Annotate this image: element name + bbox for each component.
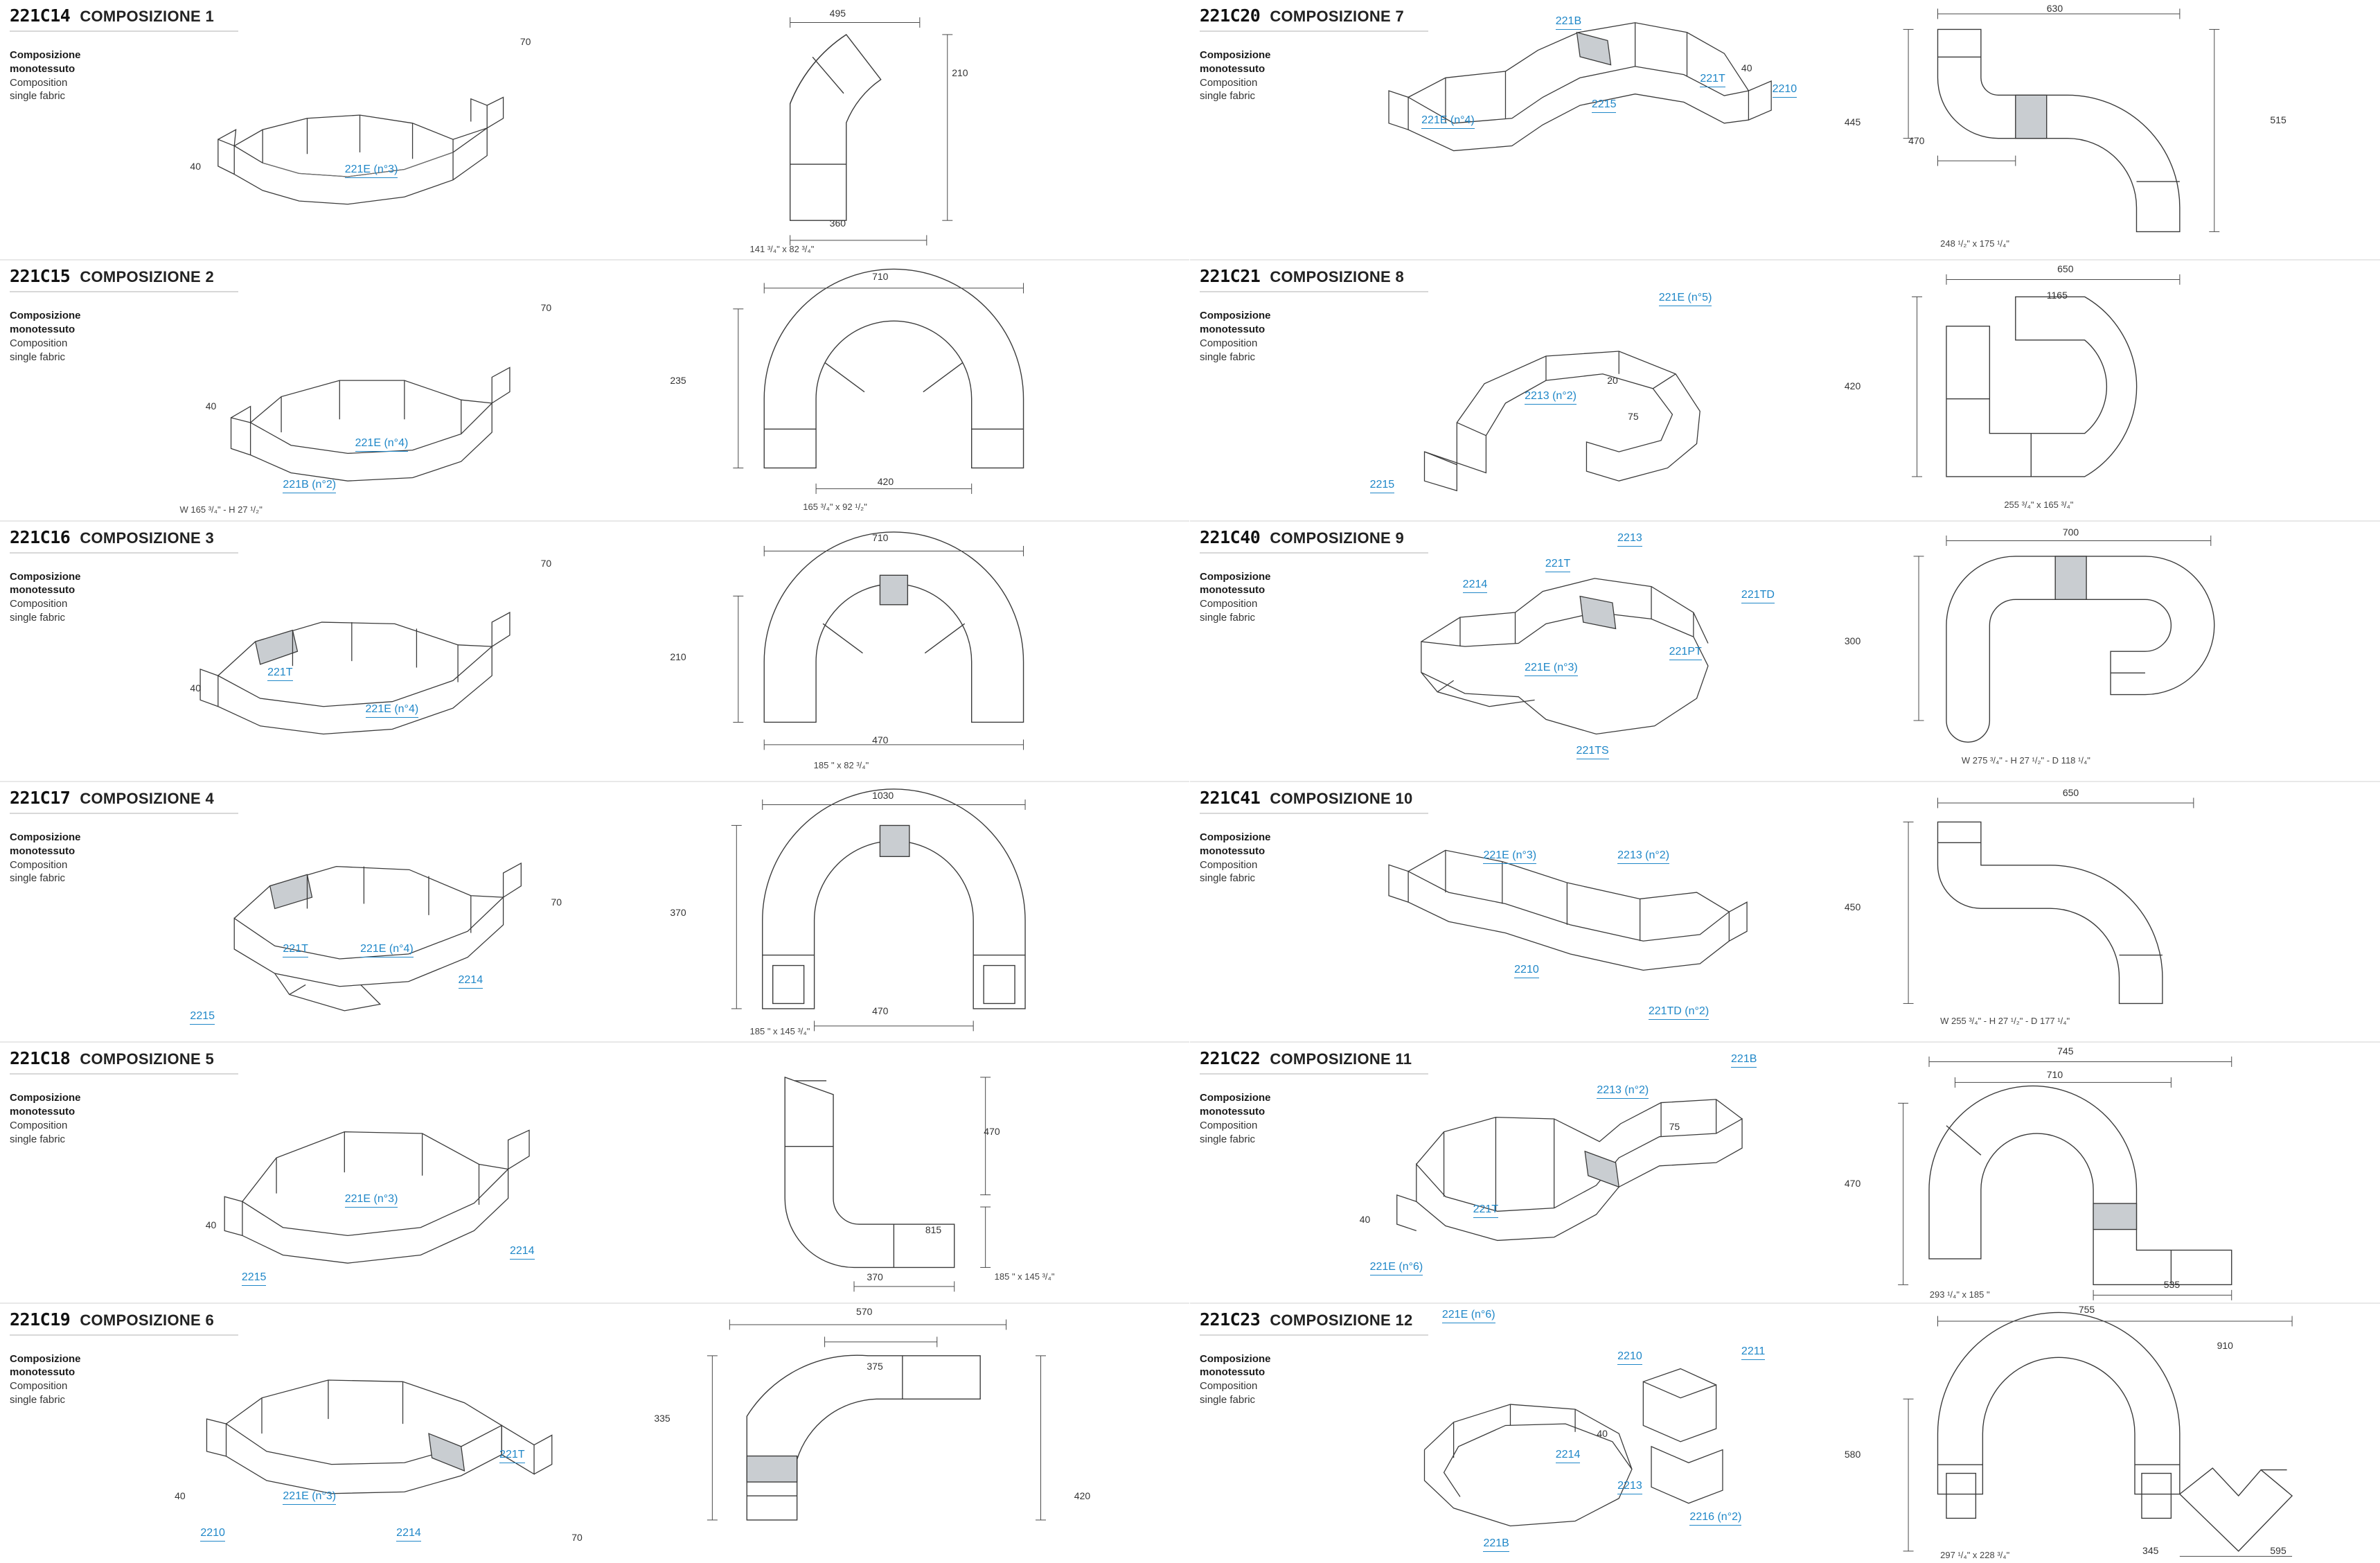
dimension-value: 910: [2217, 1340, 2233, 1352]
desc-line-4: single fabric: [10, 872, 66, 885]
dimension-value: 20: [1607, 375, 1618, 387]
dimension-value: 420: [877, 476, 894, 488]
plan-drawing: [654, 1304, 1186, 1563]
part-label: 2210: [1514, 964, 1539, 975]
desc-line-2: monotessuto: [1200, 62, 1266, 75]
sofa-outline: [206, 1380, 551, 1494]
product-code: 221C20: [1200, 6, 1261, 26]
plan-dimension-lines: [1903, 797, 2193, 1003]
desc-line-1: Composizione: [10, 310, 81, 322]
desc-line-4: single fabric: [10, 351, 66, 363]
perspective-svg: [139, 522, 654, 781]
product-code: 221C21: [1200, 266, 1261, 287]
part-label: 221T: [1545, 558, 1571, 570]
part-label: 221T: [267, 666, 293, 679]
inch-note: 165 ³/₄" x 92 ¹/₂": [803, 502, 867, 513]
desc-line-2: monotessuto: [10, 584, 76, 597]
composition-description: [1200, 48, 1338, 103]
perspective-svg: [1329, 260, 1845, 520]
part-label: 221E (n°4): [355, 436, 409, 449]
composition-title: COMPOSIZIONE 11: [1270, 1050, 1412, 1068]
desc-line-4: single fabric: [10, 1394, 66, 1406]
desc-line-1: Composizione: [1200, 570, 1271, 583]
composition-description: [1200, 1352, 1338, 1407]
dimension-value: 335: [654, 1412, 671, 1424]
dimension-value: 40: [1359, 1214, 1371, 1226]
plan-drawing: [1845, 782, 2377, 1041]
plan-drawing: [654, 522, 1186, 781]
desc-line-3: Composition: [1200, 1380, 1258, 1393]
desc-line-1: Composizione: [1200, 1092, 1271, 1104]
plan-svg: [1845, 260, 2377, 520]
dimension-value: 470: [1908, 134, 1925, 146]
plan-svg: [654, 1304, 1186, 1563]
part-label: 2211: [1741, 1345, 1766, 1357]
plan-svg: [654, 522, 1186, 781]
part-label: 2213: [1617, 531, 1642, 544]
composition-description: [10, 570, 148, 625]
part-label: 2210: [1772, 82, 1797, 95]
composition-title: COMPOSIZIONE 7: [1270, 8, 1404, 25]
plan-drawing: [654, 0, 1186, 259]
composition-title: COMPOSIZIONE 3: [80, 529, 214, 547]
dimension-value: 210: [952, 67, 968, 79]
composition-entry: [1190, 259, 2380, 520]
dimension-value: 535: [2163, 1278, 2181, 1290]
sofa-outline: [1424, 1368, 1722, 1526]
perspective-drawing: [1329, 1304, 1845, 1563]
plan-outline: [765, 270, 1024, 468]
part-label: 2215: [241, 1271, 267, 1283]
part-label: 2210: [200, 1526, 225, 1539]
desc-line-1: Composizione: [10, 49, 81, 61]
desc-line-3: Composition: [1200, 598, 1258, 610]
dimension-value: 75: [1628, 411, 1639, 423]
desc-line-3: Composition: [10, 76, 68, 89]
composition-entry: [1190, 520, 2380, 781]
desc-line-1: Composizione: [1200, 49, 1271, 61]
plan-drawing: [654, 260, 1186, 520]
dimension-value: 370: [867, 1271, 883, 1282]
composition-title: COMPOSIZIONE 8: [1270, 268, 1404, 286]
dimension-value: 40: [1741, 62, 1752, 73]
part-label: 221E (n°3): [344, 1193, 398, 1206]
inch-note: 297 ¹/₄" x 228 ³/₄": [1940, 1550, 2010, 1561]
plan-dimension-lines: [1903, 8, 2219, 231]
dimension-value: 40: [1597, 1428, 1608, 1440]
plan-outline: [1937, 1312, 2292, 1551]
dimension-value: 70: [540, 302, 552, 314]
desc-line-4: single fabric: [1200, 1394, 1256, 1406]
perspective-drawing: [1329, 0, 1845, 259]
part-label: 221PT: [1669, 646, 1702, 658]
composition-title: COMPOSIZIONE 9: [1270, 529, 1404, 547]
part-label: 2210: [1617, 1350, 1642, 1363]
plan-svg: [654, 782, 1186, 1041]
part-label: 2216 (n°2): [1689, 1511, 1742, 1524]
part-label: 221E (n°6): [1441, 1309, 1495, 1321]
composition-entry: [1190, 781, 2380, 1041]
dimension-value: 710: [872, 271, 889, 283]
dimension-value: 470: [872, 734, 889, 745]
plan-svg: [1845, 1304, 2377, 1563]
part-label: 2215: [190, 1010, 215, 1023]
inch-note: 293 ¹/₄" x 185 ": [1929, 1289, 1990, 1300]
composition-description: [1200, 1091, 1338, 1146]
product-code: 221C15: [10, 266, 71, 287]
plan-outline: [1937, 822, 2162, 1003]
plan-outline: [1946, 556, 2214, 742]
perspective-drawing: [139, 522, 654, 781]
desc-line-2: monotessuto: [10, 845, 76, 857]
composition-entry: [0, 259, 1189, 520]
desc-line-4: single fabric: [1200, 351, 1256, 363]
plan-outline: [747, 1355, 981, 1520]
part-label: 2213: [1617, 1480, 1642, 1492]
part-label: 221E (n°4): [365, 703, 419, 715]
dimension-value: 710: [872, 531, 889, 543]
composition-entry: [0, 0, 1189, 259]
dimension-value: 420: [1844, 380, 1861, 391]
plan-dimension-lines: [734, 546, 1024, 750]
perspective-drawing: [139, 782, 654, 1041]
dimension-value: 40: [190, 682, 201, 694]
sofa-outline: [218, 97, 504, 204]
perspective-svg: [139, 1043, 654, 1302]
composition-description: [1200, 309, 1338, 364]
desc-line-4: single fabric: [10, 90, 66, 103]
dimension-value: 710: [2046, 1068, 2063, 1080]
dimension-value: 495: [829, 8, 846, 19]
dimension-value: 700: [2062, 527, 2079, 538]
composition-title: COMPOSIZIONE 1: [80, 8, 214, 25]
plan-dimension-lines: [790, 17, 953, 245]
plan-outline: [785, 1077, 955, 1268]
plan-svg: [1845, 1043, 2377, 1302]
plan-drawing: [1845, 1043, 2377, 1302]
product-code: 221C22: [1200, 1048, 1261, 1069]
desc-line-3: Composition: [1200, 1119, 1258, 1131]
perspective-drawing: [139, 0, 654, 259]
desc-line-3: Composition: [10, 1380, 68, 1393]
part-label: 221E (n°5): [1658, 292, 1712, 304]
inch-note: 141 ³/₄" x 82 ³/₄": [749, 243, 815, 254]
dimension-value: 300: [1844, 635, 1861, 647]
desc-line-1: Composizione: [10, 1352, 81, 1365]
part-label: 2214: [458, 973, 483, 986]
dimension-value: 235: [670, 375, 686, 387]
composition-entry: [0, 1302, 1189, 1563]
plan-drawing: [1845, 1304, 2377, 1563]
sofa-outline: [200, 612, 510, 734]
part-label: 221E (n°3): [283, 1490, 337, 1503]
sofa-outline: [231, 368, 510, 482]
dimension-value: 570: [856, 1306, 873, 1318]
composition-description: [10, 1091, 148, 1146]
dimension-value: 40: [175, 1490, 186, 1502]
product-code: 221C14: [10, 6, 71, 26]
composition-title: COMPOSIZIONE 2: [80, 268, 214, 286]
plan-drawing: [1845, 0, 2377, 259]
dimension-value: 375: [867, 1360, 883, 1372]
composition-title: COMPOSIZIONE 12: [1270, 1311, 1413, 1329]
dimension-value: 70: [519, 36, 531, 48]
desc-line-2: monotessuto: [10, 62, 76, 75]
perspective-svg: [1329, 522, 1845, 781]
plan-svg: [1845, 0, 2377, 259]
plan-svg: [654, 1043, 1186, 1302]
dimension-value: 420: [1074, 1490, 1091, 1502]
dimension-value: 815: [925, 1224, 942, 1236]
perspective-drawing: [1329, 782, 1845, 1041]
dimension-value: 70: [540, 558, 552, 569]
desc-line-3: Composition: [10, 337, 68, 349]
composition-description: [1200, 570, 1338, 625]
plan-drawing: [654, 1043, 1186, 1302]
perspective-svg: [139, 260, 654, 520]
desc-line-2: monotessuto: [1200, 1106, 1266, 1118]
part-label: 221E (n°4): [360, 943, 414, 955]
composition-description: [10, 831, 148, 885]
plan-outline: [1937, 29, 2179, 231]
part-label: 221B: [1483, 1537, 1509, 1549]
plan-dimension-lines: [854, 1077, 991, 1291]
dimension-value: 515: [2270, 114, 2286, 125]
perspective-svg: [1329, 782, 1845, 1041]
sofa-outline: [1421, 579, 1708, 734]
part-label: 221E (n°3): [1525, 661, 1578, 673]
composition-title: COMPOSIZIONE 5: [80, 1050, 214, 1068]
perspective-svg: [139, 0, 654, 259]
dimension-value: 345: [2142, 1544, 2159, 1556]
desc-line-2: monotessuto: [1200, 324, 1266, 336]
plan-dimension-lines: [734, 283, 1024, 494]
product-code: 221C41: [1200, 787, 1261, 808]
desc-line-3: Composition: [1200, 858, 1258, 871]
desc-line-1: Composizione: [10, 570, 81, 583]
desc-line-4: single fabric: [1200, 90, 1256, 103]
composition-entry: [1190, 1041, 2380, 1302]
part-label: 221B: [1731, 1053, 1757, 1066]
part-label: 221T: [1700, 72, 1725, 85]
plan-outline: [765, 532, 1024, 723]
desc-line-4: single fabric: [10, 1133, 66, 1145]
part-label: 221T: [283, 943, 308, 955]
part-label: 221E (n°3): [344, 163, 398, 175]
sofa-outline: [1424, 351, 1700, 491]
dimension-value: 75: [1669, 1120, 1680, 1132]
plan-svg: [1845, 522, 2377, 781]
plan-outline: [763, 789, 1025, 1009]
plan-outline: [790, 35, 881, 220]
composition-description: [10, 1352, 148, 1407]
part-label: 2214: [396, 1526, 421, 1539]
plan-svg: [654, 0, 1186, 259]
dimension-value: 1030: [872, 790, 894, 802]
inch-note: 185 " x 145 ³/₄": [994, 1271, 1055, 1282]
perspective-svg: [139, 1304, 654, 1563]
composition-title: COMPOSIZIONE 4: [80, 789, 214, 807]
desc-line-2: monotessuto: [10, 1366, 76, 1379]
part-label: 221T: [499, 1449, 525, 1461]
width-note: W 275 ³/₄" - H 27 ¹/₂" - D 118 ¹/₄": [1961, 754, 2090, 766]
perspective-svg: [1329, 0, 1845, 259]
desc-line-1: Composizione: [1200, 831, 1271, 843]
desc-line-1: Composizione: [10, 1092, 81, 1104]
dimension-value: 360: [829, 218, 846, 229]
composition-entry: [1190, 0, 2380, 259]
plan-dimension-lines: [731, 800, 1025, 1031]
desc-line-1: Composizione: [1200, 310, 1271, 322]
perspective-drawing: [1329, 522, 1845, 781]
perspective-drawing: [1329, 1043, 1845, 1302]
width-note: W 165 ³/₄" - H 27 ¹/₂": [179, 504, 263, 515]
plan-drawing: [654, 782, 1186, 1041]
dimension-value: 650: [2062, 787, 2079, 799]
plan-drawing: [1845, 522, 2377, 781]
sofa-outline: [1397, 1100, 1742, 1241]
desc-line-1: Composizione: [1200, 1352, 1271, 1365]
part-label: 221TD (n°2): [1648, 1005, 1709, 1017]
desc-line-2: monotessuto: [10, 1106, 76, 1118]
perspective-drawing: [139, 1043, 654, 1302]
product-code: 221C17: [10, 787, 71, 808]
plan-svg: [1845, 782, 2377, 1041]
desc-line-4: single fabric: [10, 612, 66, 624]
plan-dimension-lines: [707, 1319, 1046, 1519]
part-label: 221B (n°2): [283, 478, 337, 491]
desc-line-4: single fabric: [1200, 872, 1256, 885]
dimension-value: 755: [2078, 1303, 2095, 1315]
dimension-value: 470: [1844, 1177, 1861, 1189]
plan-dimension-lines: [1898, 1057, 2232, 1300]
desc-line-4: single fabric: [1200, 1133, 1256, 1145]
composition-description: [10, 48, 148, 103]
composition-entry: [0, 781, 1189, 1041]
part-label: 221E (n°3): [1483, 849, 1537, 862]
dimension-value: 745: [2057, 1045, 2074, 1057]
composition-entry: [0, 1041, 1189, 1302]
perspective-svg: [1329, 1304, 1845, 1563]
desc-line-2: monotessuto: [1200, 845, 1266, 857]
composition-entry: [0, 520, 1189, 781]
part-label: 221T: [1473, 1203, 1499, 1216]
part-label: 2214: [1555, 1449, 1581, 1461]
desc-line-2: monotessuto: [10, 324, 76, 336]
dimension-value: 580: [1844, 1449, 1861, 1460]
desc-line-3: Composition: [10, 598, 68, 610]
part-label: 2214: [509, 1245, 535, 1257]
plan-outline: [1929, 1086, 2232, 1285]
plan-dimension-lines: [1912, 274, 2180, 477]
desc-line-3: Composition: [1200, 337, 1258, 349]
part-label: 2213 (n°2): [1525, 390, 1577, 403]
desc-line-1: Composizione: [10, 831, 81, 843]
perspective-drawing: [1329, 260, 1845, 520]
dimension-value: 40: [205, 400, 217, 412]
composition-description: [10, 309, 148, 364]
perspective-svg: [139, 782, 654, 1041]
desc-line-4: single fabric: [1200, 612, 1256, 624]
dimension-value: 630: [2046, 2, 2063, 14]
dimension-value: 470: [984, 1126, 1000, 1138]
part-label: 2213 (n°2): [1597, 1084, 1649, 1097]
perspective-drawing: [139, 260, 654, 520]
plan-drawing: [1845, 260, 2377, 520]
inch-note: 248 ¹/₂" x 175 ¹/₄": [1940, 238, 2009, 249]
product-code: 221C19: [10, 1309, 71, 1330]
desc-line-3: Composition: [1200, 76, 1258, 89]
inch-note: 255 ³/₄" x 165 ³/₄": [2004, 499, 2074, 510]
composition-title: COMPOSIZIONE 10: [1270, 789, 1413, 807]
desc-line-3: Composition: [10, 858, 68, 871]
sofa-outline: [1389, 850, 1747, 970]
dimension-value: 650: [2057, 263, 2074, 275]
width-note: W 255 ³/₄" - H 27 ¹/₂" - D 177 ¹/₄": [1940, 1015, 2070, 1026]
right-column: [1190, 0, 2380, 1563]
product-code: 221C18: [10, 1048, 71, 1069]
dimension-value: 1165: [2046, 289, 2068, 301]
plan-svg: [654, 260, 1186, 520]
part-label: 2214: [1462, 579, 1488, 590]
inch-note: 185 " x 145 ³/₄": [749, 1025, 810, 1036]
part-label: 221E (n°6): [1369, 1260, 1423, 1273]
dimension-value: 470: [872, 1005, 889, 1016]
part-label: 221E (n°4): [1421, 114, 1475, 126]
dimension-value: 70: [551, 896, 562, 908]
perspective-drawing: [139, 1304, 654, 1563]
desc-line-2: monotessuto: [1200, 1366, 1266, 1379]
dimension-value: 40: [205, 1219, 217, 1230]
plan-dimension-lines: [1903, 1316, 2291, 1556]
dimension-value: 70: [571, 1532, 583, 1544]
composition-title: COMPOSIZIONE 6: [80, 1311, 214, 1329]
dimension-value: 40: [190, 161, 201, 173]
product-code: 221C40: [1200, 527, 1261, 547]
composition-description: [1200, 831, 1338, 885]
part-label: 2213 (n°2): [1617, 849, 1670, 862]
dimension-value: 450: [1844, 901, 1861, 913]
part-label: 2215: [1591, 98, 1617, 111]
part-label: 221TD: [1741, 588, 1775, 601]
part-label: 2215: [1369, 478, 1395, 491]
desc-line-3: Composition: [10, 1119, 68, 1131]
part-label: 221TS: [1576, 744, 1609, 757]
product-code: 221C23: [1200, 1309, 1261, 1330]
inch-note: 185 " x 82 ³/₄": [813, 760, 869, 771]
dimension-value: 445: [1844, 116, 1861, 128]
product-code: 221C16: [10, 527, 71, 547]
desc-line-2: monotessuto: [1200, 584, 1266, 597]
dimension-value: 210: [670, 651, 686, 662]
dimension-value: 595: [2270, 1544, 2286, 1556]
plan-outline: [1946, 297, 2137, 477]
dimension-value: 370: [670, 906, 686, 918]
part-label: 221B: [1555, 15, 1582, 28]
composition-entry: [1190, 1302, 2380, 1563]
